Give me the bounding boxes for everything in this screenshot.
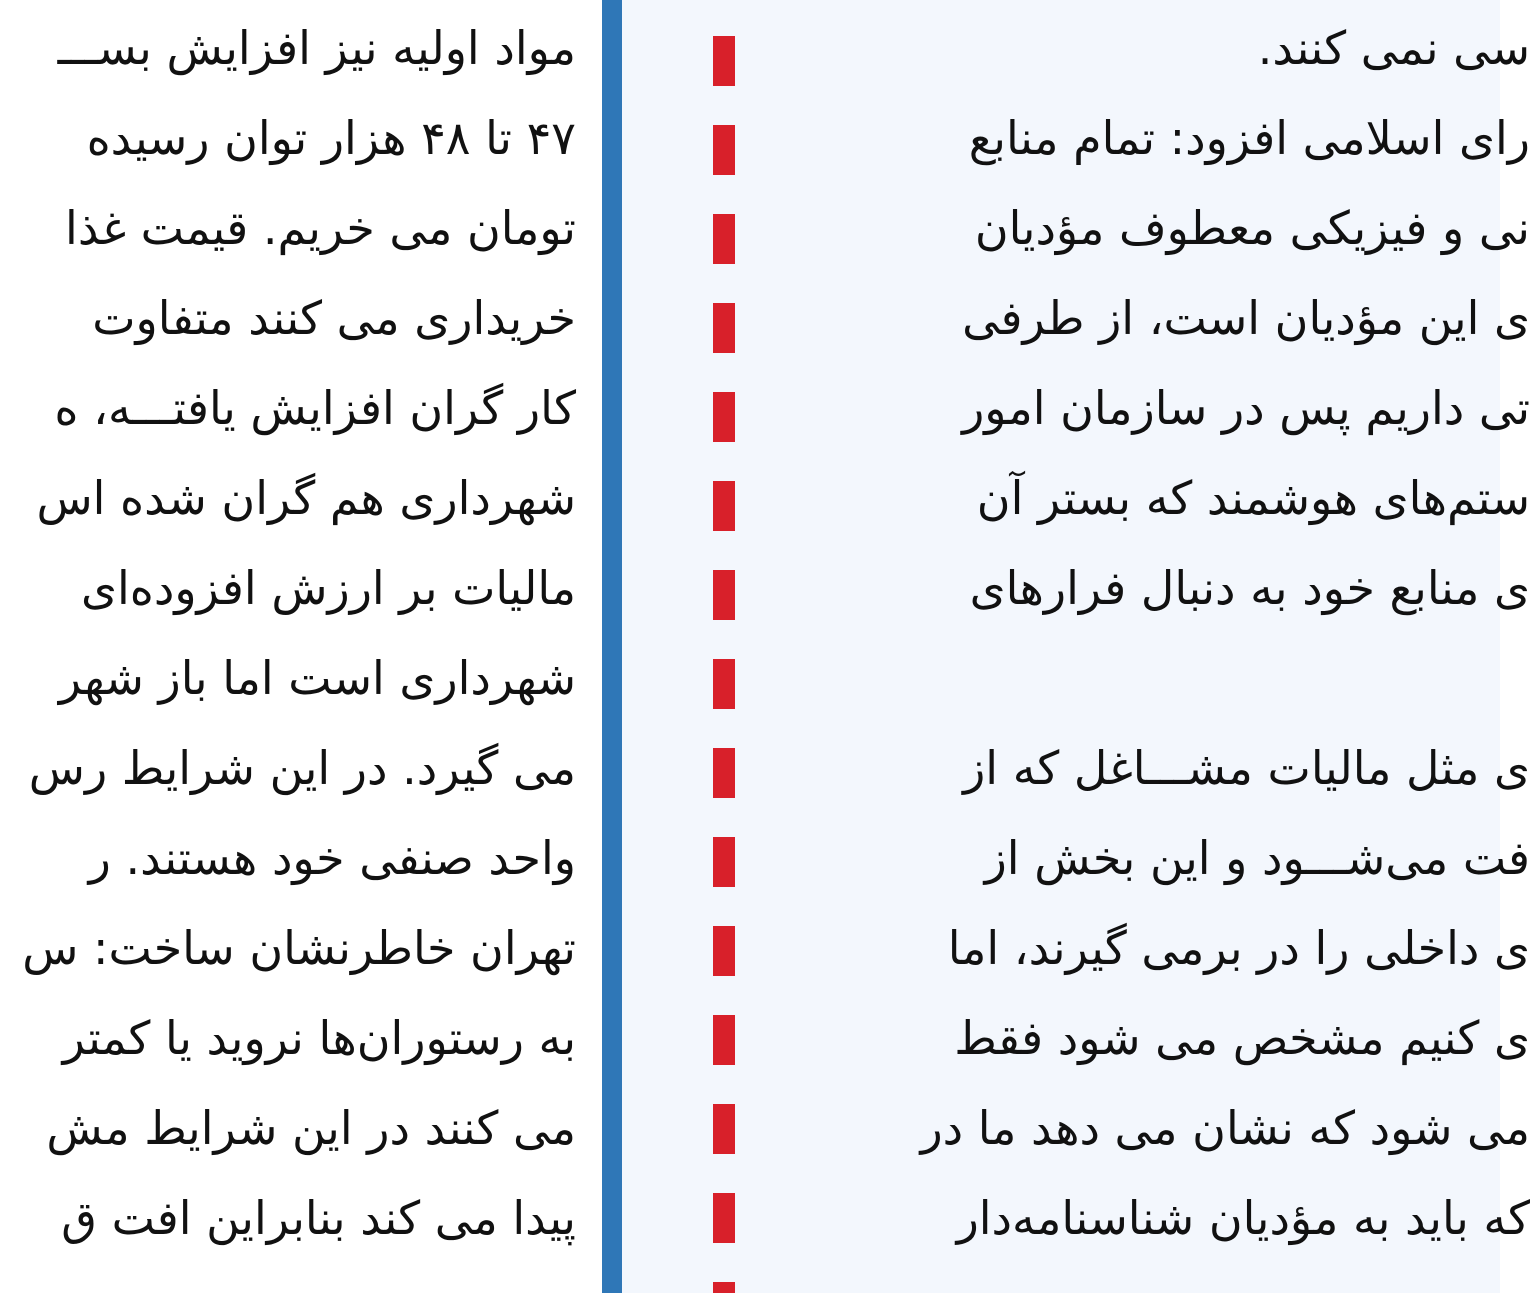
dashed-divider-rule: [713, 0, 735, 1293]
text-line: تهران خاطرنشان ساخت: س: [22, 921, 576, 975]
text-line: خریداری می کنند متفاوت: [92, 291, 576, 345]
text-line: ستم‌های هوشمند که بستر آن: [976, 471, 1530, 525]
right-text-column: [622, 0, 1530, 1293]
left-text-column: [0, 0, 602, 1293]
text-line: پیدا می کند بنابراین افت ق: [61, 1191, 576, 1245]
text-line: مواد اولیه نیز افزایش بســـ: [57, 21, 576, 75]
text-line: می گیرد. در این شرایط رس: [28, 741, 576, 795]
text-line: ی این مؤدیان است، از طرفی: [962, 291, 1530, 345]
text-line: می کنند در این شرایط مش: [46, 1101, 576, 1155]
text-line: تی داریم پس در سازمان امور: [962, 381, 1530, 435]
text-line: که باید به مؤدیان شناسنامه‌دار: [956, 1191, 1530, 1245]
text-line: کار گران افزایش یافتـــه، ه: [54, 381, 576, 435]
text-line: واحد صنفی خود هستند. ر: [88, 831, 576, 885]
text-line: شهرداری هم گران شده اس: [36, 471, 576, 525]
text-line: ی داخلی را در برمی گیرند، اما: [947, 921, 1530, 975]
text-line: ی کنیم مشخص می شود فقط: [954, 1011, 1530, 1065]
text-line: ی منابع خود به دنبال فرارهای: [969, 561, 1530, 615]
text-line: سی نمی کنند.: [1257, 21, 1530, 75]
text-line: ۴۷ تا ۴۸ هزار توان رسیده: [86, 111, 576, 165]
text-line: رای اسلامی افزود: تمام منابع: [968, 111, 1530, 165]
column-divider-rule: [602, 0, 622, 1293]
text-line: ی مثل مالیات مشـــاغل که از: [963, 741, 1530, 795]
text-line: تومان می خریم. قیمت غذا: [65, 201, 576, 255]
text-line: فت می‌شـــود و این بخش از: [984, 831, 1530, 885]
text-line: شهرداری است اما باز شهر: [58, 651, 576, 705]
text-line: می شود که نشان می دهد ما در: [920, 1101, 1530, 1155]
text-line: نی و فیزیکی معطوف مؤدیان: [974, 201, 1530, 255]
text-line: به رستوران‌ها نروید یا کمتر: [62, 1011, 576, 1065]
text-line: مالیات بر ارزش افزوده‌ای: [80, 561, 576, 615]
